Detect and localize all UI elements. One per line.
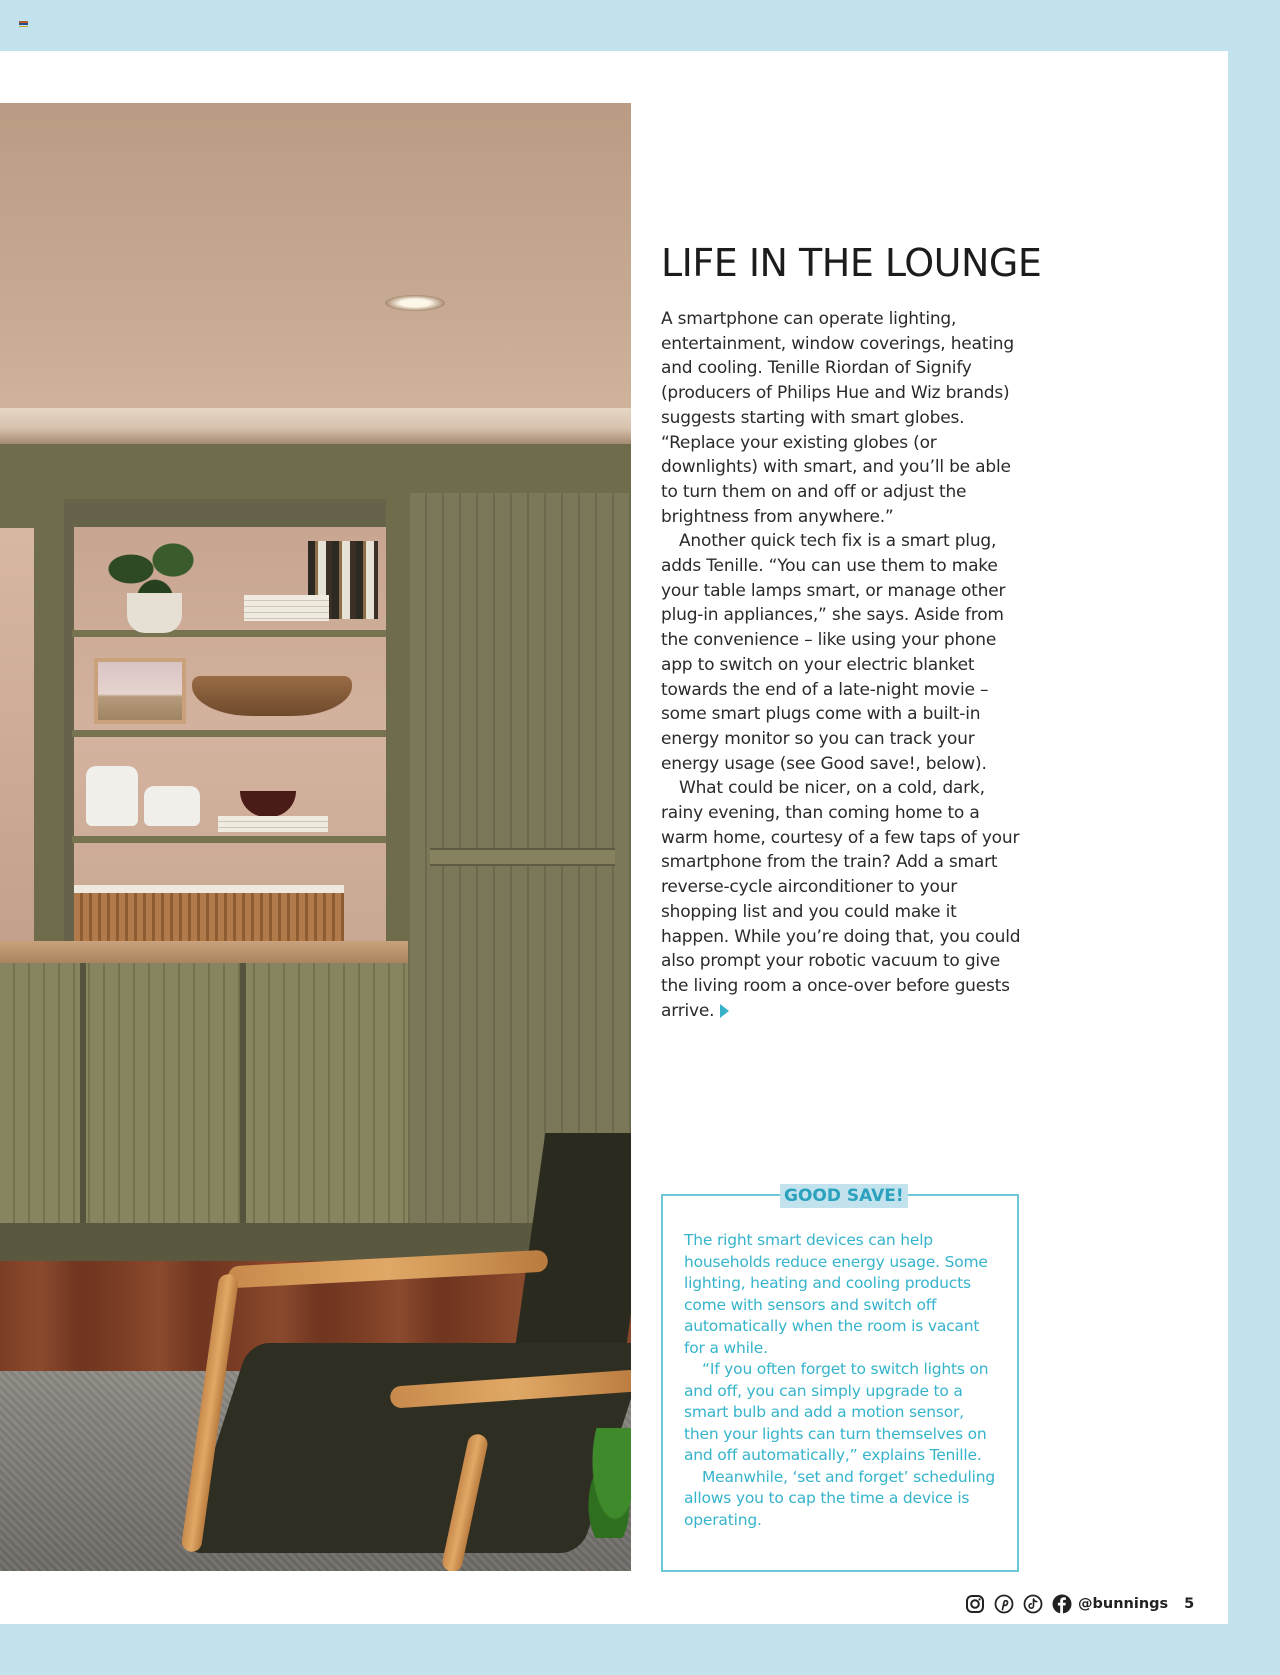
lower-cabinets xyxy=(0,963,408,1223)
good-save-body xyxy=(684,1230,999,1531)
book-stack xyxy=(244,595,329,621)
cabinet-gap xyxy=(240,963,246,1223)
wicker-basket xyxy=(74,885,344,945)
article-body xyxy=(661,307,1029,1023)
article-paragraph xyxy=(661,776,1029,1023)
article-paragraph: Another quick tech fix is a smart plug, adds Tenille. “You can use them to make your table lamps smart, or manage other plug-in appliances,” she says. Aside from the convenience – like using your phone app to switch on your electric blanket towards the end of a late-night movie – some smart plugs come with a built-in energy monitor so you can track your energy usage (see Good save!, below). xyxy=(661,531,1006,774)
cornice xyxy=(0,408,631,444)
tiktok-icon[interactable] xyxy=(1022,1594,1043,1615)
cabinet-gap xyxy=(80,963,86,1223)
article-paragraph-text: What could be nicer, on a cold, dark, rainy evening, than coming home to a warm home, courtesy of a few taps of your smartphone from the train? Add a smart reverse-cycle airconditioner to your shopping list and you could make it happen. While you’re doing that, you could also prompt your robotic vacuum to give the living room a once-over before guests arrive. xyxy=(661,778,1021,1021)
good-save-paragraph: The right smart devices can help households reduce energy usage. Some lighting, heating and cooling products come with sensors and switch off automatically when the room is vacant for a while. xyxy=(684,1231,988,1357)
lounge-photo xyxy=(0,103,631,1571)
menu-icon[interactable] xyxy=(19,21,28,27)
good-save-paragraph: Meanwhile, ‘set and forget’ scheduling allows you to cap the time a device is operating. xyxy=(684,1467,996,1529)
door-rail xyxy=(430,848,615,866)
instagram-icon[interactable] xyxy=(964,1594,985,1615)
good-save-title: GOOD SAVE! xyxy=(780,1184,908,1208)
shelf-board xyxy=(72,836,386,843)
article-headline: LIFE IN THE LOUNGE xyxy=(661,241,1042,285)
plant-pot xyxy=(127,593,182,633)
article-paragraph: A smartphone can operate lighting, entertainment, window coverings, heating and cooling. Tenille Riordan of Signify (producers of Philips Hue and Wiz brands) suggests starting with smart globes. “Replace your existing globes (or downlights) with smart, and you’ll be able to turn them on and off or adjust the brightness from anywhere.” xyxy=(661,309,1014,527)
timber-benchtop xyxy=(0,941,408,963)
ceiling xyxy=(0,103,631,413)
pinterest-icon[interactable] xyxy=(993,1594,1014,1615)
end-of-article-icon xyxy=(720,1004,729,1018)
good-save-box xyxy=(661,1186,1019,1572)
facebook-icon[interactable] xyxy=(1051,1594,1072,1615)
magazine-page xyxy=(0,51,1228,1624)
left-alcove xyxy=(0,528,34,948)
plant-leaves xyxy=(585,1428,631,1538)
page-footer xyxy=(964,1592,1194,1616)
shelf-board xyxy=(72,730,386,737)
book-stack xyxy=(218,816,328,832)
page-number: 5 xyxy=(1184,1596,1195,1612)
woven-bowl xyxy=(192,676,352,716)
ceramic-jar xyxy=(86,766,138,826)
shelf-board xyxy=(72,630,386,637)
framed-painting xyxy=(94,658,186,724)
downlight xyxy=(385,295,445,311)
ceramic-jar xyxy=(144,786,200,826)
social-handle[interactable]: @bunnings xyxy=(1078,1596,1169,1612)
good-save-paragraph: “If you often forget to switch lights on and off, you can simply upgrade to a smart bulb and add a motion sensor, then your lights can turn themselves on and off automatically,” explains Tenille. xyxy=(684,1360,989,1464)
